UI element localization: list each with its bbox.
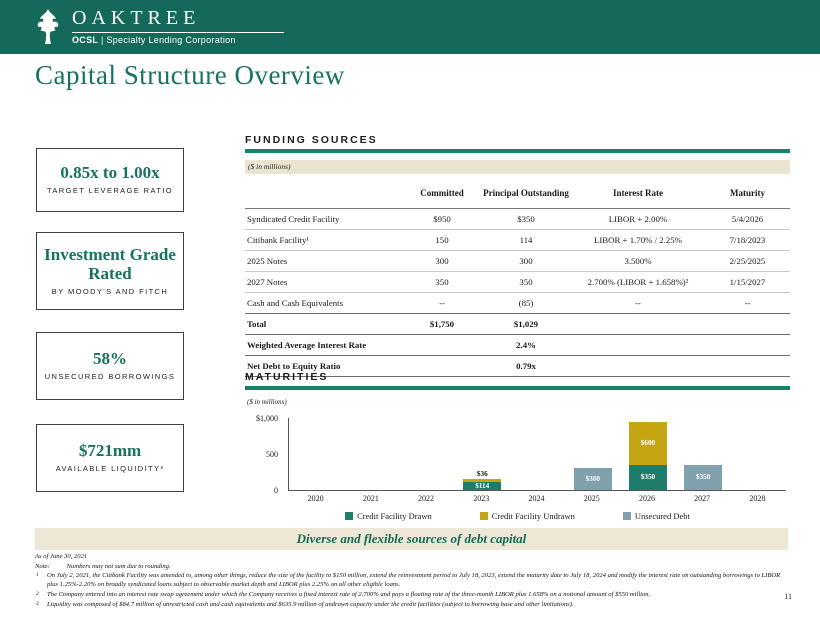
- footnote-text: Liquidity was composed of $84.7 million of unrestricted cash and cash equivalents and $635.9 million of undrawn capacity under the credit facilities (subject to borrowing base and other limitations).: [47, 600, 574, 608]
- legend-item: [345, 511, 432, 521]
- y-axis-label: $1,000: [256, 414, 278, 423]
- cell-outstanding: (85): [518, 298, 534, 308]
- table-row: [245, 272, 790, 293]
- row-label: Citibank Facility¹: [247, 235, 310, 245]
- stat-value: 58%: [93, 349, 127, 369]
- bar-value-label: $600: [640, 439, 656, 447]
- stat-box-liquidity: [36, 424, 184, 492]
- brand-subtitle: [72, 35, 284, 45]
- cell-rate: --: [635, 298, 641, 308]
- stat-label: AVAILABLE LIQUIDITY³: [55, 464, 165, 474]
- cell-maturity: 2/25/2025: [729, 256, 766, 266]
- table-total-row: [245, 314, 790, 335]
- bar-segment: [463, 479, 501, 482]
- bar-value-label: $114: [475, 481, 490, 490]
- table-row: [245, 209, 790, 230]
- cell-maturity: 7/18/2023: [729, 235, 766, 245]
- cell-rate: LIBOR + 1.70% / 2.25%: [593, 235, 683, 245]
- row-label: Net Debt to Equity Ratio: [247, 361, 341, 371]
- key-message-banner: Diverse and flexible sources of debt capital: [35, 528, 788, 550]
- cell-committed: $950: [433, 214, 451, 224]
- x-axis-label: 2028: [749, 494, 766, 503]
- legend-label: Unsecured Debt: [634, 511, 690, 521]
- footnote-text: On July 2, 2021, the Citibank Facility was amended to, among other things, reduce the size of the facility to $150 million, extend the reinvestment period to July 18, 2023, extend the maturity date to July 18, 2024 and modify the interest rate on outstanding borrowings to LIBOR plus 1.25%-2.20% on broadly syndicated loans subject to observable market depth and LIBOR plus 2.25% on all other eligible loans.: [47, 572, 781, 589]
- note-label: Note:: [35, 562, 50, 570]
- page-title: Capital Structure Overview: [35, 60, 345, 90]
- brand-ticker: OCSL: [72, 35, 99, 45]
- row-label: Cash and Cash Equivalents: [247, 298, 344, 308]
- x-axis-label: 2022: [418, 494, 435, 503]
- stat-label: UNSECURED BORROWINGS: [44, 372, 176, 382]
- stat-value: 0.85x to 1.00x: [60, 163, 160, 183]
- footnote-marker: 3: [36, 600, 39, 607]
- footnote-3: [35, 601, 792, 610]
- cell-outstanding: $350: [517, 214, 535, 224]
- cell-maturity: --: [744, 298, 751, 308]
- legend-item: [480, 511, 575, 521]
- cell-outstanding: 300: [519, 256, 533, 266]
- col-outstanding: Principal Outstanding: [483, 187, 569, 198]
- maturities-heading: MATURITIES: [245, 371, 329, 383]
- stat-box-rating: [36, 232, 184, 310]
- funding-sources-rule: [245, 149, 790, 153]
- note-text: Numbers may not sum due to rounding.: [66, 562, 171, 570]
- x-axis-label: 2023: [473, 494, 490, 503]
- brand-divider: [72, 32, 284, 33]
- footnote-marker: 1: [36, 572, 39, 579]
- cell-committed: 150: [435, 235, 449, 245]
- brand-bar: [0, 0, 820, 54]
- cell-rate: 3.500%: [624, 256, 652, 266]
- y-axis-label: 500: [266, 450, 278, 459]
- table-header-row: [245, 178, 790, 209]
- cell-outstanding: 0.79x: [516, 361, 536, 371]
- bar-value-label: $350: [640, 473, 656, 482]
- page-number: 11: [784, 592, 792, 601]
- x-axis-label: 2025: [583, 494, 600, 503]
- cell-committed: 300: [435, 256, 449, 266]
- maturities-units-note: ($ in millions): [247, 398, 287, 406]
- row-label: Total: [247, 319, 267, 329]
- stat-value: $721mm: [78, 441, 142, 461]
- footnote-2: [35, 591, 792, 600]
- bar-value-label: $36: [476, 469, 488, 478]
- footnote-marker: 2: [36, 590, 39, 597]
- row-label: 2027 Notes: [247, 277, 288, 287]
- col-committed: Committed: [420, 187, 464, 198]
- col-maturity: Maturity: [730, 187, 765, 198]
- chart-legend: [245, 511, 790, 521]
- cell-outstanding: 350: [519, 277, 533, 287]
- stat-label: TARGET LEVERAGE RATIO: [46, 186, 174, 196]
- cell-committed: $1,750: [429, 319, 455, 329]
- row-label: 2025 Notes: [247, 256, 288, 266]
- x-axis-label: 2021: [362, 494, 379, 503]
- cell-maturity: 5/4/2026: [731, 214, 764, 224]
- stat-box-leverage: [36, 148, 184, 212]
- brand-name: OAKTREE: [72, 7, 201, 29]
- funding-sources-table: [245, 178, 790, 377]
- bar-value-label: $350: [695, 473, 711, 482]
- cell-outstanding: 114: [519, 235, 533, 245]
- funding-sources-heading: FUNDING SOURCES: [245, 134, 378, 146]
- cell-committed: 350: [435, 277, 449, 287]
- row-label: Syndicated Credit Facility: [247, 214, 340, 224]
- legend-item: [623, 511, 690, 521]
- maturities-rule: [245, 386, 790, 390]
- table-wair-row: [245, 335, 790, 356]
- cell-committed: --: [439, 298, 445, 308]
- x-axis-label: 2020: [307, 494, 324, 503]
- maturities-chart-plot: [288, 418, 786, 491]
- maturities-y-axis: [240, 414, 284, 495]
- brand-descriptor: | Specialty Lending Corporation: [101, 35, 236, 45]
- table-row: [245, 251, 790, 272]
- cell-outstanding: $1,029: [513, 319, 539, 329]
- y-axis-label: 0: [274, 486, 278, 495]
- table-row: [245, 293, 790, 314]
- row-label: Weighted Average Interest Rate: [247, 340, 367, 350]
- legend-swatch-icon: [480, 512, 488, 520]
- cell-rate: LIBOR + 2.00%: [608, 214, 668, 224]
- x-axis-label: 2026: [638, 494, 655, 503]
- footnote-1: [35, 572, 792, 589]
- cell-rate: 2.700% (LIBOR + 1.658%)²: [587, 277, 689, 287]
- legend-label: Credit Facility Undrawn: [491, 511, 575, 521]
- bar-value-label: $300: [585, 475, 600, 483]
- oak-leaf-logo-icon: [33, 8, 63, 50]
- col-interest-rate: Interest Rate: [612, 187, 664, 198]
- legend-label: Credit Facility Drawn: [357, 511, 432, 521]
- brand-block: [72, 7, 284, 45]
- as-of-date: As of June 30, 2021: [35, 553, 88, 560]
- x-axis-label: 2024: [528, 494, 545, 503]
- stat-value: Investment Grade Rated: [44, 244, 176, 284]
- x-axis-label: 2027: [694, 494, 711, 503]
- rounding-note: [35, 563, 792, 572]
- funding-units-note: ($ in millions): [245, 160, 790, 174]
- footnotes: [35, 553, 792, 610]
- stat-label: BY MOODY'S AND FITCH: [51, 286, 169, 296]
- legend-swatch-icon: [345, 512, 353, 520]
- legend-swatch-icon: [623, 512, 631, 520]
- cell-outstanding: 2.4%: [516, 340, 536, 350]
- stat-box-unsecured: [36, 332, 184, 400]
- table-row: [245, 230, 790, 251]
- maturities-x-axis: [288, 494, 785, 506]
- footnote-text: The Company entered into an interest rate swap agreement under which the Company receives a fixed interest rate of 2.700% and pays a floating rate of the three-month LIBOR plus 1.658% on a notional amount of $550 million.: [47, 590, 651, 598]
- cell-maturity: 1/15/2027: [729, 277, 766, 287]
